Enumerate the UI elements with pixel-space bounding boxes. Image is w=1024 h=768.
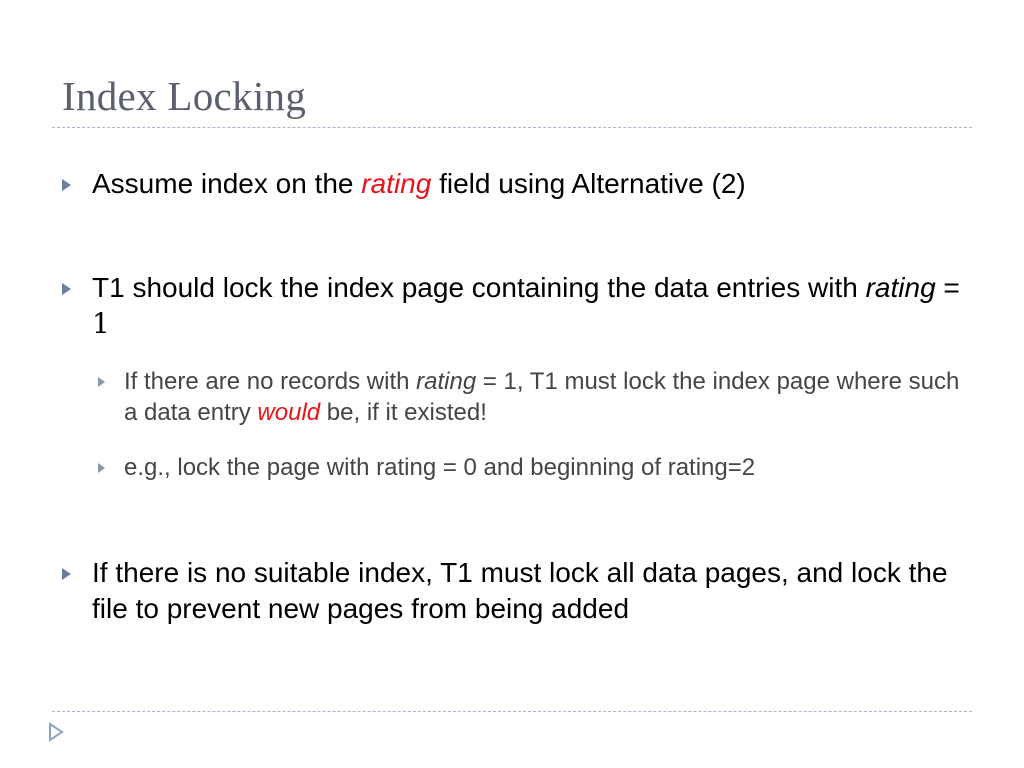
triangle-bullet-icon [62, 283, 71, 295]
footer-divider [52, 711, 972, 712]
sub-bullet-example [124, 452, 964, 483]
sub-bullet-text: be, if it existed! [320, 399, 487, 426]
slide-title: Index Locking [62, 73, 307, 119]
bullet-text: field using Alternative (2) [431, 168, 746, 199]
emphasis-rating: rating [361, 168, 432, 199]
triangle-bullet-icon [98, 463, 105, 473]
math-value: 1 [92, 307, 110, 340]
sub-bullet-text: If there are no records with [124, 368, 417, 395]
sub-bullet-no-records [124, 366, 964, 428]
bullet-lock-index-page [92, 270, 972, 342]
emphasis-rating: rating [865, 272, 936, 303]
bullet-text: Assume index on the [92, 168, 362, 199]
triangle-bullet-icon [62, 568, 71, 580]
sub-bullet-text: = 1, T1 must lock the index page where such a data entry [124, 368, 960, 426]
title-divider [52, 127, 972, 128]
bullet-text: If there is no suitable index, T1 must lock all data pages, and lock the file to prevent new pages from being added [92, 557, 948, 624]
triangle-bullet-icon [98, 377, 105, 387]
bullet-text: T1 should lock the index page containing the data entries with [92, 272, 866, 303]
bullet-index-assumption [92, 166, 972, 202]
sub-bullet-text: e.g., lock the page with rating = 0 and beginning of rating=2 [124, 454, 756, 481]
bullet-text: = [935, 272, 960, 303]
emphasis-rating: rating [416, 368, 477, 395]
navigation-arrow-icon[interactable] [46, 720, 66, 744]
triangle-bullet-icon [62, 179, 71, 191]
emphasis-would: would [257, 399, 321, 426]
bullet-no-suitable-index [92, 555, 972, 627]
